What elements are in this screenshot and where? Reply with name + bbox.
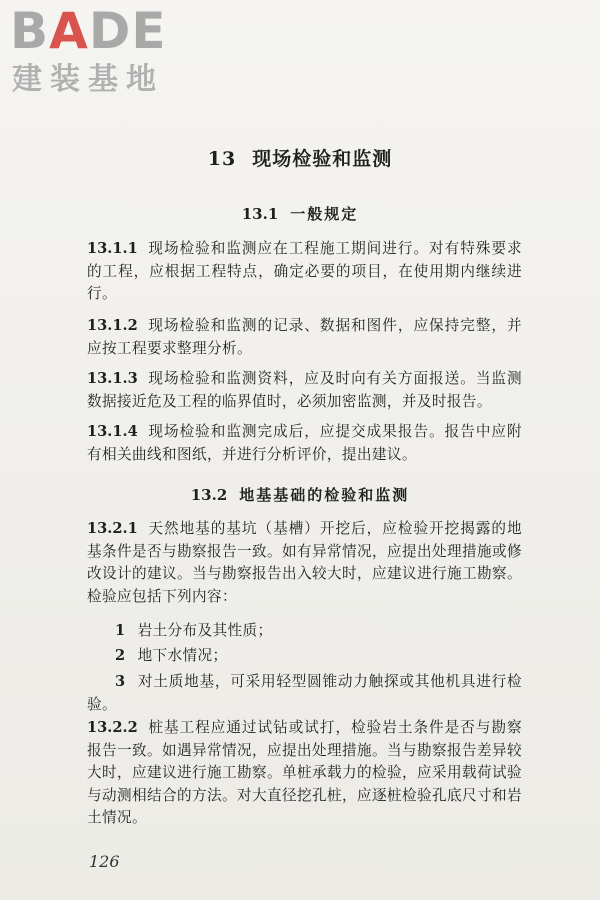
- clause-paragraph: [87, 421, 522, 466]
- section-title-text: 地基基础的检验和监测: [239, 486, 410, 504]
- list-item-number: 2: [115, 647, 126, 664]
- list-item-number: 3: [115, 673, 126, 690]
- list-item: [87, 620, 522, 643]
- chapter-title: [0, 144, 600, 171]
- list-item: [87, 645, 522, 668]
- clause-text: 现场检验和监测应在工程施工期间进行。对有特殊要求的工程，应根据工程特点，确定必要的项目，在使用期内继续进行。: [87, 240, 522, 302]
- chapter-title-text: 现场检验和监测: [252, 148, 393, 170]
- clause-text: 现场检验和监测资料，应及时向有关方面报送。当监测数据接近危及工程的临界值时，必须加密监测，并及时报告。: [87, 370, 522, 410]
- clause-number: 13.1.2: [87, 317, 138, 334]
- page-number: 126: [89, 852, 120, 871]
- list-item: [87, 671, 522, 716]
- logo-accent-letter: A: [49, 2, 89, 60]
- list-item-text: 对土质地基，可采用轻型圆锥动力触探或其他机具进行检验。: [87, 673, 522, 713]
- watermark-logo: [10, 4, 180, 104]
- section-number: 13.2: [190, 486, 228, 504]
- clause-text: 天然地基的基坑（基槽）开挖后，应检验开挖揭露的地基条件是否与勘察报告一致。如有异常情况，应提出处理措施或修改设计的建议。当与勘察报告出入较大时，应建议进行施工勘察。检验应包括下列内容：: [87, 520, 522, 605]
- clause-paragraph: [87, 717, 522, 830]
- list-item-text: 岩土分布及其性质；: [137, 622, 273, 639]
- chapter-number: 13: [207, 148, 237, 170]
- clause-number: 13.2.1: [87, 520, 138, 537]
- logo-wordmark: BADE: [10, 2, 167, 60]
- section-title: [0, 203, 600, 224]
- logo-subtitle: 建装基地: [12, 62, 164, 97]
- section-title-text: 一般规定: [290, 205, 359, 223]
- clause-text: 桩基工程应通过试钻或试打，检验岩土条件是否与勘察报告一致。如遇异常情况，应提出处理措施。当与勘察报告差异较大时，应建议进行施工勘察。单桩承载力的检验，应采用载荷试验与动测相结合的方法。对大直径挖孔桩，应逐桩检验孔底尺寸和岩土情况。: [87, 719, 522, 826]
- clause-number: 13.2.2: [87, 719, 138, 736]
- clause-paragraph: [87, 368, 522, 413]
- list-item-number: 1: [115, 622, 126, 639]
- clause-paragraph: [87, 315, 522, 360]
- clause-text: 现场检验和监测完成后，应提交成果报告。报告中应附有相关曲线和图纸，并进行分析评价，提出建议。: [87, 423, 522, 463]
- clause-paragraph: [87, 518, 522, 608]
- clause-number: 13.1.1: [87, 240, 138, 257]
- section-number: 13.1: [241, 205, 279, 223]
- clause-number: 13.1.4: [87, 423, 138, 440]
- clause-text: 现场检验和监测的记录、数据和图件，应保持完整，并应按工程要求整理分析。: [87, 317, 522, 357]
- clause-paragraph: [87, 238, 522, 306]
- section-title: [0, 484, 600, 505]
- list-item-text: 地下水情况；: [137, 647, 228, 664]
- clause-number: 13.1.3: [87, 370, 138, 387]
